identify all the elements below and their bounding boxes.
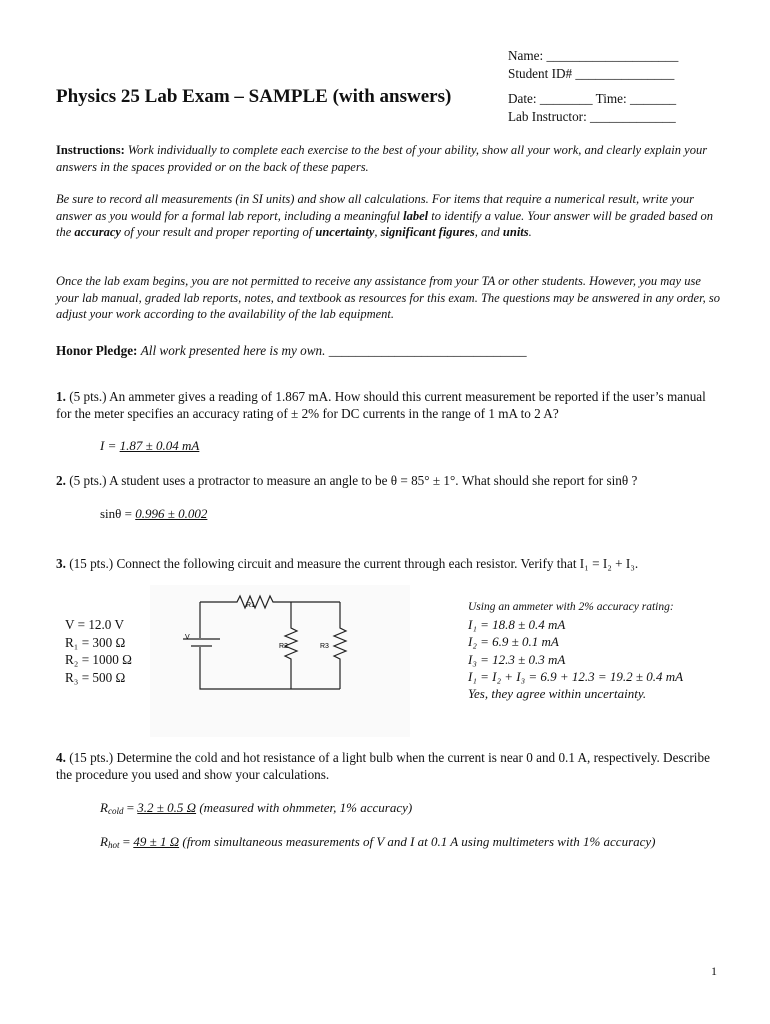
question-2-answer-prefix: sinθ = — [100, 506, 136, 521]
cold-subscript: cold — [107, 806, 124, 816]
question-1-number: 1. — [56, 389, 66, 404]
given-voltage: V = 12.0 V — [65, 617, 124, 632]
honor-pledge-text: All work presented here is my own. ______________________________ — [140, 343, 527, 358]
question-1-text: (5 pts.) An ammeter gives a reading of 1.867 mA. How should this current measurement be reported if the user’s manual for the meter specifies an accuracy rating of ± 2% for DC currents in the range of 1 mA to 2 A? — [56, 389, 706, 421]
label-r3: R3 — [320, 643, 329, 650]
question-1-answer-prefix: I = — [100, 438, 120, 453]
circuit-given-values — [65, 616, 132, 686]
instructions-p2-accuracy-word: accuracy — [74, 225, 121, 239]
question-1-answer — [100, 438, 199, 454]
question-3 — [56, 555, 721, 572]
instructions-p2-label-word: label — [403, 208, 429, 223]
question-3-text: (15 pts.) Connect the following circuit and measure the current through each resistor. Verify that I₁ = I₂ + I₃. — [65, 556, 639, 571]
question-3-number: 3. — [56, 556, 66, 571]
question-4-hot-answer — [100, 834, 656, 850]
question-2-answer-value: 0.996 ± 0.002 — [135, 506, 208, 521]
instructions-paragraph-1 — [56, 142, 721, 175]
resistor-r1 — [200, 596, 340, 608]
name-field: Name: ____________________ — [508, 48, 679, 63]
student-id-field: Student ID# _______________ — [508, 66, 675, 81]
hot-value: 49 ± 1 Ω — [133, 834, 180, 849]
question-2-answer — [100, 506, 207, 522]
hot-r-label: R — [100, 834, 108, 849]
instructions-p2-sigfigs-word: significant figures — [380, 225, 475, 239]
instructions-p2-text-b: to identify a value. Your answer will be graded based on the — [56, 208, 714, 239]
page-title: Physics 25 Lab Exam – SAMPLE (with answers) — [56, 86, 452, 107]
question-4 — [56, 749, 721, 783]
given-r1: R₁ = 300 Ω — [65, 634, 126, 650]
answer-i1: I₁ = 18.8 ± 0.4 mA — [468, 617, 566, 632]
date-time-field: Date: ________ Time: _______ — [508, 91, 677, 106]
resistor-r3 — [334, 602, 346, 689]
answer-i3: I₃ = 12.3 ± 0.3 mA — [468, 651, 566, 667]
question-3-answer-header: Using an ammeter with 2% accuracy rating: — [468, 601, 674, 613]
question-2-number: 2. — [56, 473, 66, 488]
instructions-p2-uncertainty-word: uncertainty — [315, 225, 375, 239]
answer-sum: I₁ = I₂ + I₃ = 6.9 + 12.3 = 19.2 ± 0.4 mA — [468, 668, 684, 684]
cold-note: (measured with ohmmeter, 1% accuracy) — [196, 800, 413, 815]
instructions-p2-text-c: of your result and proper reporting of — [120, 225, 316, 239]
page-number: 1 — [711, 964, 717, 978]
question-3-answers — [468, 616, 683, 702]
hot-subscript: hot — [107, 840, 120, 850]
question-2 — [56, 472, 721, 489]
instructions-p2-text-e: , and — [474, 225, 503, 239]
label-r2: R2 — [279, 643, 288, 650]
question-1-answer-value: 1.87 ± 0.04 mA — [119, 438, 200, 453]
instructions-p2-text-f: . — [528, 225, 532, 239]
circuit-wire-bottom — [200, 647, 340, 689]
instructions-text: Work individually to complete each exercise to the best of your ability, show all your work, and clearly explain your answers in the spaces provided or on the back of these papers. — [56, 143, 708, 174]
answer-i2: I₂ = 6.9 ± 0.1 mA — [468, 634, 559, 650]
answer-conclusion: Yes, they agree within uncertainty. — [468, 686, 647, 702]
label-v: V — [185, 634, 190, 641]
hot-note: (from simultaneous measurements of V and I at 0.1 A using multimeters with 1% accuracy) — [179, 834, 656, 849]
question-4-cold-answer — [100, 800, 412, 816]
cold-equals: = — [123, 800, 138, 815]
cold-r-label: R — [100, 800, 108, 815]
given-r2: R₂ = 1000 Ω — [65, 652, 132, 667]
label-r1: R1 — [246, 602, 255, 609]
lab-instructor-field: Lab Instructor: _____________ — [508, 109, 676, 124]
question-1 — [56, 388, 721, 422]
instructions-p2-text-a: Be sure to record all measurements (in SI units) and show all calculations. For items that require a numerical result, write your answer as you would for a formal lab report, including a meaningful — [56, 192, 695, 223]
instructions-paragraph-2 — [56, 191, 721, 241]
instructions-p2-text-d: , — [374, 225, 381, 239]
given-r3: R₃ = 500 Ω — [65, 669, 126, 685]
honor-pledge — [56, 342, 527, 359]
instructions-p2-units-word: units — [502, 225, 529, 239]
question-2-text: (5 pts.) A student uses a protractor to measure an angle to be θ = 85° ± 1°. What should she report for sinθ ? — [65, 473, 638, 488]
question-4-text: (15 pts.) Determine the cold and hot resistance of a light bulb when the current is near 0 and 0.1 A, respectively. Describe the procedure you used and show your calculations. — [56, 750, 710, 782]
hot-equals: = — [119, 834, 134, 849]
honor-pledge-label: Honor Pledge: — [56, 343, 138, 358]
circuit-diagram — [150, 585, 410, 737]
instructions-label: Instructions: — [56, 143, 125, 157]
question-4-number: 4. — [56, 750, 66, 765]
instructions-paragraph-3: Once the lab exam begins, you are not permitted to receive any assistance from your TA or other students. However, you may use your lab manual, graded lab reports, notes, and textbook as resources for this exam. The questions may be answered in any order, so adjust your work according to the availability of the lab equipment. — [56, 274, 720, 321]
cold-value: 3.2 ± 0.5 Ω — [137, 800, 197, 815]
